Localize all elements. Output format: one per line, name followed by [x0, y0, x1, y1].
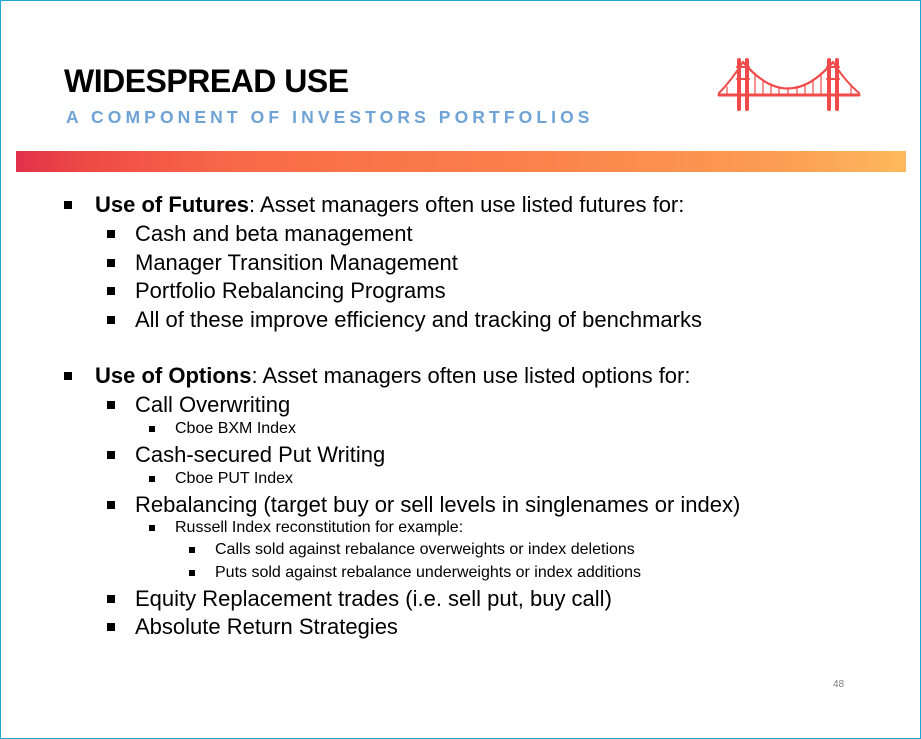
bullet-marker: [107, 287, 115, 295]
options-heading: Use of Options: [95, 363, 252, 388]
bullet-marker: [107, 501, 115, 509]
futures-heading-line: [95, 192, 684, 218]
options-intro: : Asset managers often use listed options for:: [251, 363, 691, 388]
list-item: All of these improve efficiency and tracking of benchmarks: [135, 307, 702, 332]
list-item: Puts sold against rebalance underweights or index additions: [215, 564, 642, 581]
list-item: Equity Replacement trades (i.e. sell put, buy call): [135, 586, 612, 611]
list-item: Manager Transition Management: [135, 250, 458, 275]
page-number: 48: [833, 679, 845, 690]
bullet-marker: [107, 623, 115, 631]
options-heading-line: [95, 363, 690, 389]
bullet-marker: [189, 570, 195, 576]
bullet-marker: [107, 451, 115, 459]
bullet-marker: [107, 316, 115, 324]
futures-heading: Use of Futures: [95, 192, 250, 217]
bullet-marker: [107, 401, 115, 409]
bullet-marker: [64, 201, 72, 209]
bullet-marker: [107, 259, 115, 267]
list-item: Call Overwriting: [135, 392, 291, 417]
bullet-marker: [107, 595, 115, 603]
list-item: Rebalancing (target buy or sell levels in singlenames or index): [135, 492, 741, 517]
list-item: Calls sold against rebalance overweights or index deletions: [215, 541, 635, 558]
list-item: Cboe BXM Index: [175, 420, 296, 437]
slide-subtitle: A COMPONENT OF INVESTORS PORTFOLIOS: [66, 107, 594, 127]
list-item: Cash and beta management: [135, 221, 413, 246]
bullet-marker: [189, 547, 195, 553]
futures-intro: : Asset managers often use listed futures for:: [249, 192, 685, 217]
list-item: Absolute Return Strategies: [135, 614, 398, 639]
bullet-marker: [149, 476, 155, 482]
bullet-marker: [107, 230, 115, 238]
list-item: Cboe PUT Index: [175, 470, 293, 487]
slide-content: [1, 1, 920, 738]
list-item: Cash-secured Put Writing: [135, 442, 386, 467]
bullet-marker: [64, 372, 72, 380]
bullet-marker: [149, 525, 155, 531]
slide-title: WIDESPREAD USE: [64, 63, 349, 99]
list-item: Portfolio Rebalancing Programs: [135, 278, 446, 303]
bullet-marker: [149, 426, 155, 432]
list-item: Russell Index reconstitution for example:: [175, 519, 464, 536]
